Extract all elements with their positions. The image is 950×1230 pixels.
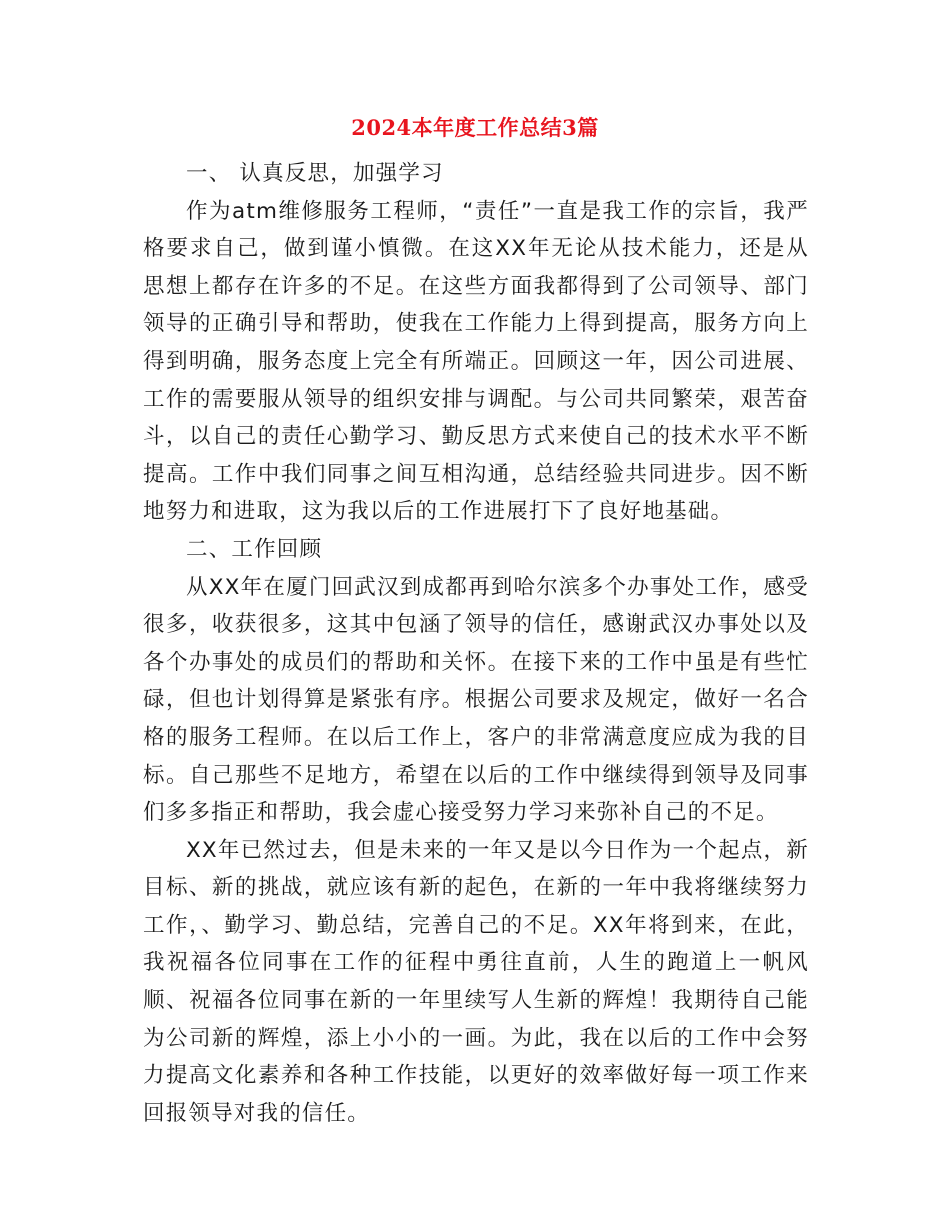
section-heading-1: 一、 认真反思，加强学习 xyxy=(186,161,444,186)
paragraph-1: 作为atm维修服务工程师，“责任”一直是我工作的宗旨，我严格要求自己，做到谨小慎微。在这XX年无论从技术能力，还是从思想上都存在许多的不足。在这些方面我都得到了公司领导、部门领导的正确引导和帮助，使我在工作能力上得到提高，服务方向上得到明确，服务态度上完全有所端正。回顾这一年，因公司进展、工作的需要服从领导的组织安排与调配。与公司共同繁荣，艰苦奋斗，以自己的责任心勤学习、勤反思方式来使自己的技术水平不断提高。工作中我们同事之间互相沟通，总结经验共同进步。因不断地努力和进取，这为我以后的工作进展打下了良好地基础。 xyxy=(143,198,809,525)
paragraph-2: 从XX年在厦门回武汉到成都再到哈尔滨多个办事处工作，感受很多，收获很多，这其中包涵了领导的信任，感谢武汉办事处以及各个办事处的成员们的帮助和关怀。在接下来的工作中虽是有些忙碌，但也计划得算是紧张有序。根据公司要求及规定，做好一名合格的服务工程师。在以后工作上，客户的非常满意度应成为我的目标。自己那些不足地方，希望在以后的工作中继续得到领导及同事们多多指正和帮助，我会虚心接受努力学习来弥补自己的不足。 xyxy=(143,574,809,826)
paragraph-3: XX年已然过去，但是未来的一年又是以今日作为一个起点，新目标、新的挑战，就应该有新的起色，在新的一年中我将继续努力工作，、勤学习、勤总结，完善自己的不足。XX年将到来，在此，我祝福各位同事在工作的征程中勇往直前，人生的跑道上一帆风顺、祝福各位同事在新的一年里续写人生新的辉煌！我期待自己能为公司新的辉煌，添上小小的一画。为此，我在以后的工作中会努力提高文化素养和各种工作技能，以更好的效率做好每一项工作来回报领导对我的信任。 xyxy=(143,837,809,1126)
document-body xyxy=(143,155,809,1132)
document-title: 2024本年度工作总结3篇 xyxy=(351,115,599,140)
section-heading-2: 二、工作回顾 xyxy=(186,536,323,562)
